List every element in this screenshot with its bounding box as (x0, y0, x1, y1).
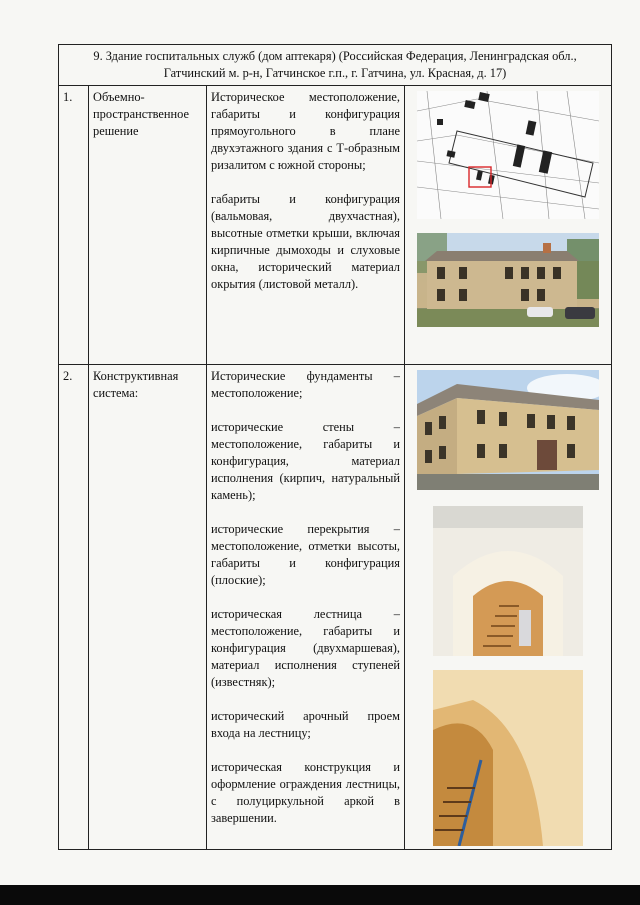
site-plan-map-drawing (417, 91, 599, 219)
staircase-interior-photo (433, 506, 583, 656)
object-title-line1: 9. Здание госпитальных служб (дом аптекаря) (Российская Федерация, Ленинградская обл., (93, 49, 577, 63)
site-plan-map-image (417, 91, 599, 219)
row-number: 2. (59, 365, 89, 850)
row-images (405, 86, 612, 365)
description-paragraph: историческая лестница – местоположение, габариты и конфигурация (двухмаршевая), материал исполнения ступеней (известняк); (211, 607, 400, 689)
building-corner-drawing (417, 370, 599, 490)
row-description (207, 365, 405, 850)
row-images (405, 365, 612, 850)
staircase-arch-photo (433, 670, 583, 846)
description-paragraph: Историческое местоположение, габариты и конфигурация прямоугольного в плане двухэтажного здания с Т-образным ризалитом с южной стороны; (211, 90, 400, 172)
description-paragraph: исторический арочный проем входа на лестницу; (211, 709, 400, 740)
description-paragraph: исторические перекрытия – местоположение, отметки высоты, габариты и конфигурация (плоские); (211, 522, 400, 587)
table-row (59, 86, 612, 365)
description-paragraph: Исторические фундаменты – местоположение; (211, 369, 400, 400)
row-category: Объемно-пространственное решение (89, 86, 207, 365)
building-facade-drawing (417, 233, 599, 327)
description-paragraph: историческая конструкция и оформление ограждения лестницы, с полуциркульной аркой в завершении. (211, 760, 400, 825)
building-corner-photo (417, 370, 599, 490)
staircase-interior-drawing (433, 506, 583, 656)
object-title-line2: Гатчинский м. р-н, Гатчинское г.п., г. Гатчина, ул. Красная, д. 17) (163, 66, 507, 80)
heritage-table (58, 44, 612, 850)
table-row (59, 365, 612, 850)
row-category: Конструктивная система: (89, 365, 207, 850)
staircase-arch-drawing (433, 670, 583, 846)
building-facade-photo (417, 233, 599, 327)
description-paragraph: исторические стены – местоположение, габариты и конфигурация, материал исполнения (кирпич, натуральный камень); (211, 420, 400, 502)
row-description (207, 86, 405, 365)
description-paragraph: габариты и конфигурация (вальмовая, двухчастная), высотные отметки крыши, включая кирпичные дымоходы и слуховые окна, исторический материал окрытия (листовой металл). (211, 192, 400, 291)
row-number: 1. (59, 86, 89, 365)
table-header-row (59, 45, 612, 86)
scan-bottom-edge (0, 885, 640, 905)
object-title (59, 45, 612, 86)
